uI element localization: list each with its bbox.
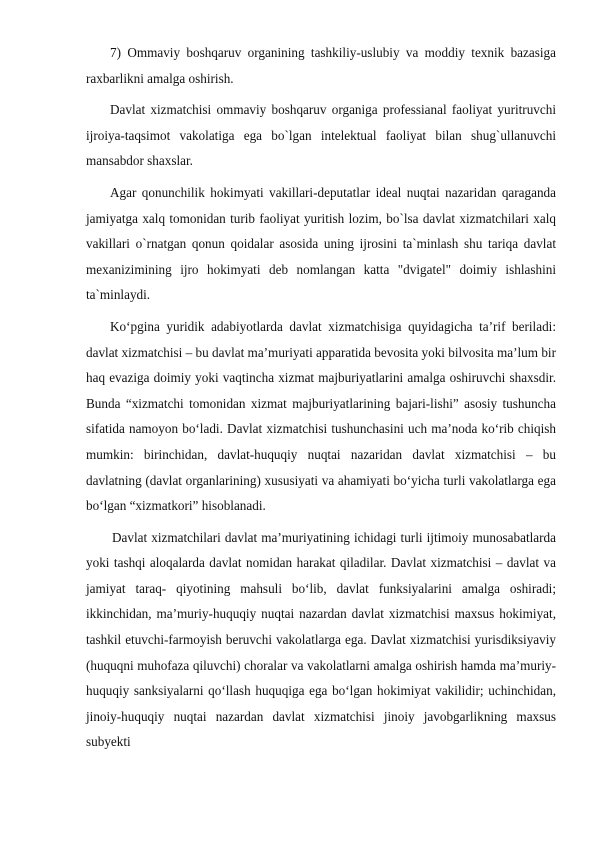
paragraph: Ko‘pgina yuridik adabiyotlarda davlat xizmatchisiga quyidagicha ta’rif beriladi: davlat xizmatchisi – bu davlat ma’muriyati apparatida bevosita yoki bilvosita ma’lum bir haq evaziga doimiy yoki vaqtincha xizmat majburiyatlarini amalga oshiruvchi shaxsdir. Bunda “xizmatchi tomonidan xizmat majburiyatlarining bajari-lishi” asosiy tushuncha sifatida namoyon bo‘ladi. Davlat xizmatchisi tushunchasini uch ma’noda ko‘rib chiqish mumkin: birinchidan, davlat-huquqiy nuqtai nazaridan davlat xizmatchisi – bu davlatning (davlat organlarining) xususiyati va ahamiyati bo‘yicha turli vakolatlarga ega bo‘lgan “xizmatkori” hisoblanadi.	[86, 318, 556, 514]
paragraph: 7) Ommaviy boshqaruv organining tashkiliy-uslubiy va moddiy texnik bazasiga raxbarlikni amalga oshirish.	[86, 45, 556, 86]
paragraph: Davlat xizmatchilari davlat ma’muriyatining ichidagi turli ijtimoiy munosabatlarda yoki tashqi aloqalarda davlat nomidan harakat qiladilar. Davlat xizmatchisi – davlat va jamiyat taraq- qiyotining mahsuli bo‘lib, davlat funksiyalarini amalga oshiradi; ikkinchidan, ma’muriy-huquqiy nuqtai nazardan davlat xizmatchisi maxsus hokimiyat, tashkil etuvchi-farmoyish beruvchi vakolatlarga ega. Davlat xizmatchisi yurisdiksiyaviy (huquqni muhofaza qiluvchi) choralar va vakolatlarni amalga oshirish hamda ma’muriy- huquqiy sanksiyalarni qo‘llash huquqiga ega bo‘lgan hokimiyat vakilidir; uchinchidan, jinoiy-huquqiy nuqtai nazardan davlat xizmatchisi jinoiy javobgarlikning maxsus subyekti	[86, 529, 556, 750]
paragraph: Davlat xizmatchisi ommaviy boshqaruv organiga professianal faoliyat yuritruvchi ijroiya-taqsimot vakolatiga ega bo`lgan intelektual faoliyat bilan shug`ullanuvchi mansabdor shaxslar.	[86, 102, 556, 169]
paragraph: Agar qonunchilik hokimyati vakillari-deputatlar ideal nuqtai nazaridan qaraganda jamiyatga xalq tomonidan turib faoliyat yuritish lozim, bo`lsa davlat xizmatchilari xalq vakillari o`rnatgan qonun qoidalar asosida uning ijrosini ta`minlash shu tariqa davlat mexanizimining ijro hokimyati deb nomlangan katta "dvigatel" doimiy ishlashini ta`minlaydi.	[86, 184, 556, 303]
